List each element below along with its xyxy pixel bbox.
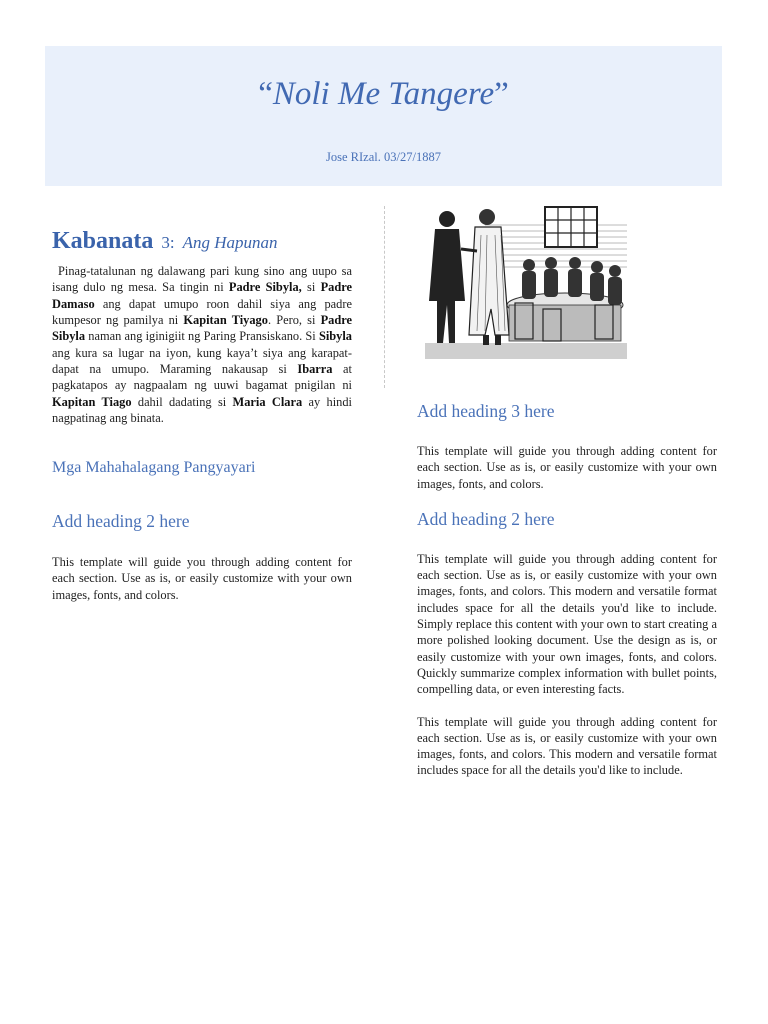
summary-text: ay hindi nagpatinag ang binata. <box>52 394 352 425</box>
illustration-image <box>425 205 627 359</box>
summary-text: ang kura sa lugar na iyon, kung kaya’t siya ang karapat-dapat na umupo. Maraming nakausap si <box>52 345 352 376</box>
summary-name: Maria Clara <box>232 394 303 409</box>
chapter-heading <box>52 220 352 255</box>
column-divider <box>384 206 385 388</box>
summary-text: dahil dadating si <box>131 394 233 409</box>
author-date: Jose RIzal. 03/27/1887 <box>326 150 441 164</box>
close-quote: ” <box>494 76 509 112</box>
right-body-text-3: This template will guide you through adding content for each section. Use as is, or easily customize with your own images, fonts, and colors. This modern and versatile format includes space for all the details you'd like to include. <box>417 714 717 778</box>
right-heading-3: Add heading 3 here <box>417 401 555 421</box>
chapter-number: 3: <box>161 233 175 252</box>
summary-name: Kapitan Tiyago <box>183 313 268 328</box>
summary-text: Pinag-tatalunan ng dalawang pari kung sino ang uupo sa isang dulo ng mesa. Sa tingin ni <box>52 264 352 295</box>
left-body-text: This template will guide you through adding content for each section. Use as is, or easily customize with your own images, fonts, and colors. <box>52 555 352 602</box>
chapter-subtitle: Ang Hapunan <box>182 233 278 252</box>
right-heading-2: Add heading 2 here <box>417 508 555 529</box>
document-title <box>45 76 722 113</box>
summary-name: Sibyla <box>318 329 352 344</box>
summary-text: . Pero, si <box>267 313 321 328</box>
summary-name: Ibarra <box>297 361 333 376</box>
right-body-text-2: This template will guide you through adding content for each section. Use as is, or easily customize with your own images, fonts, and colors. This modern and versatile format includes space for all the details you'd like to include. Simply replace this content with your own to start creating a more polished looking document. Use the design as is, or easily customize with your own images, fonts, and colors. Quickly summarize complex information with bullet points, compelling data, or even interesting facts. <box>417 551 717 697</box>
header-banner <box>45 46 722 186</box>
summary-text: at pagkatapos ay nagpaalam ng uuwi bagamat pnigilan ni <box>52 361 352 393</box>
right-body-text-1: This template will guide you through adding content for each section. Use as is, or easily customize with your own images, fonts, and colors. <box>417 444 717 491</box>
right-column <box>417 205 717 779</box>
title-text: Noli Me Tangere <box>272 76 495 112</box>
open-quote: “ <box>258 76 273 112</box>
left-heading-2: Add heading 2 here <box>52 511 190 532</box>
summary-text: si <box>301 280 321 295</box>
events-heading: Mga Mahahalagang Pangyayari <box>52 459 256 477</box>
summary-name: Kapitan Tiago <box>52 394 132 409</box>
chapter-label: Kabanata <box>52 228 154 254</box>
summary-text: naman ang iginigiit ng Paring Pransiskano. Si <box>85 329 319 344</box>
summary-name: Padre Sibyla, <box>228 280 302 295</box>
left-column <box>52 220 352 603</box>
summary-name: Padre Damaso <box>52 280 352 311</box>
summary-name: Padre Sibyla <box>52 313 352 344</box>
summary-text: ang dapat umupo roon dahil siya ang padre kumpesor ng pamilya ni <box>52 296 352 328</box>
chapter-summary <box>52 263 352 426</box>
